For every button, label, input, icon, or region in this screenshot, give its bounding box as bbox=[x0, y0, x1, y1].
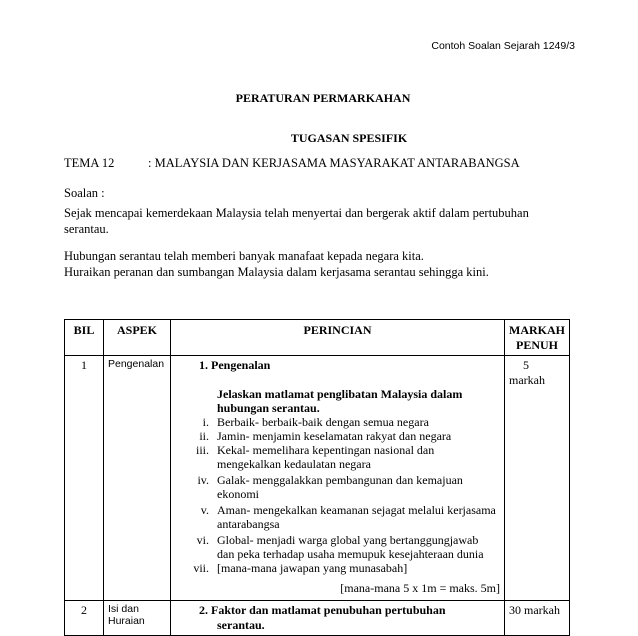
tema-label: TEMA 12 bbox=[64, 156, 115, 170]
row2-perincian bbox=[171, 601, 505, 636]
question-paragraph-1-line-1: Sejak mencapai kemerdekaan Malaysia telah menyertai dan bergerak aktif dalam pertubuhan bbox=[64, 206, 529, 220]
list-item-number: iv. bbox=[197, 473, 209, 487]
list-item-text: [mana-mana jawapan yang munasabah] bbox=[217, 561, 408, 575]
list-item bbox=[175, 561, 500, 575]
header-markah-line-1: MARKAH bbox=[509, 323, 565, 337]
row1-aspek: Pengenalan bbox=[104, 356, 171, 601]
list-item-text: Berbaik- berbaik-baik dengan semua negara bbox=[217, 415, 429, 429]
row2-markah: 30 markah bbox=[505, 601, 570, 636]
header-markah-line-2: PENUH bbox=[516, 338, 558, 352]
row1-markah-unit: markah bbox=[509, 373, 545, 387]
header-bil: BIL bbox=[65, 320, 104, 356]
list-item-number: ii. bbox=[199, 429, 209, 443]
header-perincian: PERINCIAN bbox=[171, 320, 505, 356]
list-item-text-continued: antarabangsa bbox=[217, 517, 280, 531]
list-item bbox=[175, 473, 500, 501]
header-markah bbox=[505, 320, 570, 356]
row1-markah-value: 5 bbox=[523, 358, 529, 372]
document-code: Contoh Soalan Sejarah 1249/3 bbox=[431, 40, 575, 52]
list-item-number: vii. bbox=[193, 561, 209, 575]
list-item-number: vi. bbox=[196, 533, 209, 547]
page-title: PERATURAN PERMARKAHAN bbox=[235, 91, 411, 105]
list-item-text: Jamin- menjamin keselamatan rakyat dan negara bbox=[217, 429, 452, 443]
list-item-text-continued: dan peka terhadap usaha memupuk kesejahteraan dunia bbox=[217, 547, 484, 561]
list-item bbox=[175, 415, 500, 429]
tema-text: : MALAYSIA DAN KERJASAMA MASYARAKAT ANTARABANGSA bbox=[148, 156, 520, 170]
section-title: TUGASAN SPESIFIK bbox=[290, 131, 408, 145]
list-item-text: Aman- mengekalkan keamanan sejagat melalui kerjasama bbox=[217, 503, 496, 517]
list-item bbox=[175, 533, 500, 561]
list-item-text: Kekal- memelihara kepentingan nasional dan bbox=[217, 443, 435, 457]
soalan-label: Soalan : bbox=[64, 186, 105, 200]
row1-markah bbox=[505, 356, 570, 601]
row1-subheading-line-2: hubungan serantau. bbox=[217, 401, 320, 415]
row2-heading-line-2: serantau. bbox=[217, 618, 265, 632]
row2-bil: 2 bbox=[65, 601, 104, 636]
row1-subheading-line-1: Jelaskan matlamat penglibatan Malaysia dalam bbox=[217, 387, 463, 401]
table-row bbox=[65, 356, 570, 601]
header-aspek: ASPEK bbox=[104, 320, 171, 356]
table-row bbox=[65, 601, 570, 636]
marks-note: [mana-mana 5 x 1m = maks. 5m] bbox=[340, 581, 500, 595]
row1-perincian bbox=[171, 356, 505, 601]
question-paragraph-2-line-2: Huraikan peranan dan sumbangan Malaysia dalam kerjasama serantau sehingga kini. bbox=[64, 265, 489, 279]
list-item-number: i. bbox=[202, 415, 209, 429]
list-item-text-continued: ekonomi bbox=[217, 487, 259, 501]
list-item bbox=[175, 503, 500, 531]
row2-aspek-line-2: Huraian bbox=[108, 615, 145, 627]
list-item-text: Global- menjadi warga global yang bertanggungjawab bbox=[217, 533, 479, 547]
row1-heading: 1. Pengenalan bbox=[199, 358, 271, 372]
row2-aspek-line-1: Isi dan bbox=[108, 603, 139, 615]
marking-scheme-table bbox=[64, 319, 570, 636]
question-paragraph-2-line-1: Hubungan serantau telah memberi banyak manafaat kepada negara kita. bbox=[64, 249, 424, 263]
row1-bil: 1 bbox=[65, 356, 104, 601]
list-item-number: v. bbox=[200, 503, 209, 517]
question-paragraph-1-line-2: serantau. bbox=[64, 222, 109, 236]
list-item-number: iii. bbox=[195, 443, 209, 457]
list-item bbox=[175, 429, 500, 443]
list-item-text-continued: mengekalkan kedaulatan negara bbox=[217, 457, 371, 471]
list-item-text: Galak- menggalakkan pembangunan dan kemajuan bbox=[217, 473, 463, 487]
row2-aspek bbox=[104, 601, 171, 636]
list-item bbox=[175, 443, 500, 471]
table-header-row bbox=[65, 320, 570, 356]
row2-heading-line-1: 2. Faktor dan matlamat penubuhan pertubuhan bbox=[199, 603, 446, 617]
